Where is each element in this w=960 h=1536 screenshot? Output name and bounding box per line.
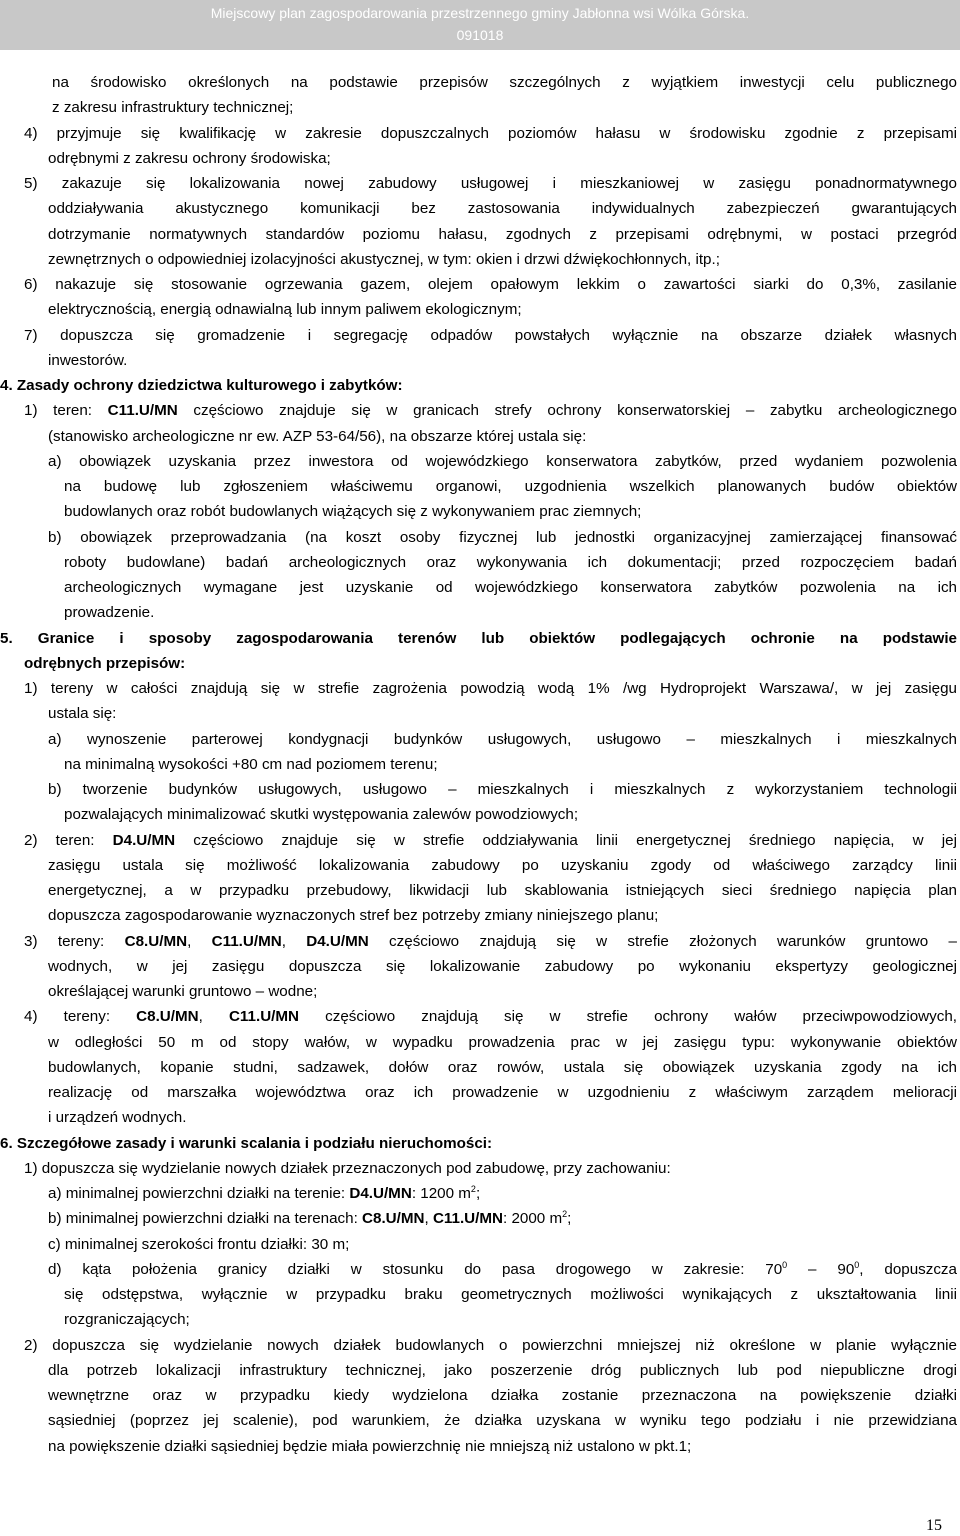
text-line: [24, 828, 957, 853]
text-line: 6) nakazuje się stosowanie ogrzewania gazem, olejem opałowym lekkim o zawartości siarki do 0,3%, zasilanie: [24, 276, 957, 293]
text-line: dla potrzeb lokalizacji infrastruktury technicznej, jako poszerzenie dróg publicznych lub pod niepubliczne drogi: [48, 1361, 957, 1379]
text-line: inwestorów.: [48, 351, 128, 369]
text-span: d) kąta położenia granicy działki w stosunku do pasa drogowego w zakresie: 70: [48, 1260, 783, 1278]
text-line: i urządzeń wodnych.: [48, 1109, 187, 1127]
section-heading-line: 6. Szczegółowe zasady i warunki scalania i podziału nieruchomości:: [0, 1134, 493, 1152]
zone-code: D4.U/MN: [349, 1185, 412, 1202]
text-line: [48, 1206, 957, 1231]
text-line: c) minimalnej szerokości frontu działki: 30 m;: [48, 1235, 350, 1253]
text-span: a) minimalnej powierzchni działki na terenie:: [48, 1185, 350, 1202]
text-line: na budowę lub zgłoszeniem właściwemu organowi, uzgodnienia wszelkich planowanych budów obiektów: [64, 478, 957, 495]
text-span: – 90: [787, 1260, 855, 1278]
text-line: określającej warunki gruntowo – wodne;: [48, 983, 318, 1000]
text-line: zasięgu ustala się możliwość lokalizowania zabudowy po uzyskaniu zgody od właściwego zarządcy linii: [48, 856, 957, 874]
text-line: w odległości 50 m od stopy wałów, w wypadku prowadzenia prac w jej zasięgu typu: wykonywanie obiektów: [48, 1033, 957, 1051]
superscript: 0: [782, 1259, 788, 1270]
section-heading-line: 4. Zasady ochrony dziedzictwa kulturowego i zabytków:: [0, 377, 403, 394]
text-line: [48, 1181, 957, 1206]
zone-code: C8.U/MN: [124, 932, 188, 950]
text-line: energetycznej, a w przypadku przebudowy, likwidacji lub skablowania istniejących sieci średniego napięcia plan: [48, 882, 957, 899]
text-line: archeologicznych wymagane jest uzyskanie od wojewódzkiego konserwatora zabytków pozwolenia na ich: [64, 579, 957, 596]
text-span: 4) tereny:: [24, 1008, 137, 1026]
text-span: ,: [187, 932, 212, 950]
zone-code: C11.U/MN: [228, 1008, 300, 1026]
text-line: pozwalających minimalizować skutki występowania zalewów powodziowych;: [64, 806, 579, 824]
text-line: a) wynoszenie parterowej kondygnacji budynków usługowych, usługowo – mieszkalnych i mieszkalnych: [48, 730, 957, 748]
text-line: 4) przyjmuje się kwalifikację w zakresie dopuszczalnych poziomów hałasu w środowisku zgodnie z przepisami: [24, 124, 957, 142]
text-span: ,: [424, 1210, 433, 1228]
text-line: realizację od marszałka województwa oraz ich prowadzenie w uzgodnieniu z właściwym zarządem melioracji: [48, 1084, 957, 1101]
text-line: wodnych, w jej zasięgu dopuszcza się lokalizowanie zabudowy po wykonaniu ekspertyzy geologicznej: [48, 957, 957, 975]
text-line: się odstępstwa, wyłącznie w przypadku braku geometrycznych możliwości wynikających z ukształtowania linii: [64, 1286, 957, 1303]
text-span: częściowo znajdują się w strefie złożonych warunków gruntowo –: [368, 932, 957, 950]
text-line: prowadzenie.: [64, 604, 155, 622]
page-number: 15: [926, 1517, 942, 1534]
text-line: budowlanych, kopanie studni, sadzawek, dołów oraz rowów, ustala się obowiązek uzyskania zgody na ich: [48, 1058, 957, 1076]
superscript: 0: [854, 1259, 860, 1270]
text-line: z zakresu infrastruktury technicznej;: [52, 99, 294, 117]
zone-code: C11.U/MN: [432, 1210, 503, 1228]
zone-code: C11.U/MN: [211, 932, 282, 950]
text-line: b) tworzenie budynków usługowych, usługowo – mieszkalnych i mieszkalnych z wykorzystaniem technologii: [48, 781, 957, 798]
text-span: 2) teren:: [24, 831, 113, 849]
text-line: rozgraniczających;: [64, 1311, 190, 1329]
text-line: [48, 1257, 957, 1282]
section-heading-line: 5. Granice i sposoby zagospodarowania terenów lub obiektów podlegających ochronie na podstawie: [0, 629, 957, 647]
section-heading-line: odrębnych przepisów:: [24, 654, 186, 672]
superscript: 2: [470, 1184, 476, 1194]
text-line: 7) dopuszcza się gromadzenie i segregację odpadów powstałych wyłącznie na obszarze działek własnych: [24, 326, 957, 344]
text-span: 3) tereny:: [24, 932, 125, 950]
text-line: sąsiedniej (poprzez jej scalenie), pod warunkiem, że działka uzyskana w wyniku tego podziału i nie przewidziana: [48, 1412, 957, 1430]
text-span: 1) teren:: [24, 402, 108, 420]
text-line: na środowisko określonych na podstawie przepisów szczególnych z wyjątkiem inwestycji celu publicznego: [52, 74, 957, 91]
text-line: b) obowiązek przeprowadzania (na koszt osoby fizycznej lub jednostki organizacyjnej zamierzającej finansować: [48, 528, 957, 546]
document-body: [0, 70, 960, 1459]
zone-code: C8.U/MN: [362, 1210, 425, 1228]
text-line: 5) zakazuje się lokalizowania nowej zabudowy usługowej i mieszkaniowej w zasięgu ponadnormatywnego: [24, 175, 957, 192]
text-line: a) obowiązek uzyskania przez inwestora od wojewódzkiego konserwatora zabytków, przed wydaniem pozwolenia: [48, 452, 957, 470]
text-line: zewnętrznych o odpowiedniej izolacyjności akustycznej, w tym: okien i drzwi dźwiękochłonnych, itp.;: [48, 250, 720, 268]
text-span: ,: [281, 932, 307, 950]
zone-code: D4.U/MN: [112, 831, 176, 849]
zone-code: D4.U/MN: [306, 932, 369, 950]
text-line: na minimalną wysokości +80 cm nad poziomem terenu;: [64, 755, 438, 773]
text-span: ;: [567, 1210, 572, 1228]
text-span: częściowo znajdują się w strefie ochrony wałów przeciwpowodziowych,: [299, 1008, 958, 1026]
text-line: (stanowisko archeologiczne nr ew. AZP 53-64/56), na obszarze której ustala się:: [48, 427, 587, 445]
text-line: elektrycznością, energią odnawialną lub innym paliwem ekologicznym;: [48, 301, 522, 319]
text-line: budowlanych oraz robót budowlanych wiążących się z wykonywaniem prac ziemnych;: [64, 503, 642, 521]
text-line: [24, 929, 957, 954]
document-header: [0, 0, 960, 50]
text-span: b) minimalnej powierzchni działki na terenach:: [48, 1210, 363, 1228]
text-line: oddziaływania akustycznego komunikacji bez zastosowania indywidualnych zabezpieczeń gwarantujących: [48, 200, 957, 218]
text-span: częściowo znajduje się w strefie oddziaływania linii energetycznej średniego napięcia, w jej: [175, 831, 958, 849]
text-line: na powiększenie działki sąsiedniej będzie miała powierzchnię nie mniejszą niż ustalono w pkt.1;: [48, 1437, 692, 1455]
superscript: 2: [562, 1209, 568, 1220]
text-line: ustala się:: [48, 705, 117, 723]
text-span: : 2000 m: [503, 1210, 563, 1228]
text-line: [24, 1004, 957, 1029]
header-title: Miejscowy plan zagospodarowania przestrzennego gminy Jabłonna wsi Wólka Górska.: [210, 5, 750, 21]
text-line: 1) dopuszcza się wydzielanie nowych działek przeznaczonych pod zabudowę, przy zachowaniu:: [24, 1159, 671, 1177]
text-line: 2) dopuszcza się wydzielanie nowych działek budowlanych o powierzchni mniejszej niż określone w planie wyłącznie: [24, 1336, 957, 1354]
text-line: odrębnymi z zakresu ochrony środowiska;: [48, 149, 331, 167]
text-line: 1) tereny w całości znajdują się w strefie zagrożenia powodzią wodą 1% /wg Hydroprojekt Warszawa/, w jej zasięgu: [24, 680, 957, 697]
zone-code: C8.U/MN: [136, 1008, 199, 1026]
text-span: , dopuszcza: [859, 1260, 957, 1278]
text-span: : 1200 m: [411, 1185, 471, 1202]
text-line: roboty budowlane) badań archeologicznych oraz wykonywania ich dokumentacji; przed rozpoczęciem badań: [64, 553, 957, 571]
text-span: częściowo znajduje się w granicach strefy ochrony konserwatorskiej – zabytku archeologicznego: [177, 402, 958, 420]
text-span: ,: [198, 1008, 229, 1026]
text-span: ;: [475, 1185, 481, 1202]
zone-code: C11.U/MN: [107, 402, 178, 420]
text-line: dopuszcza zagospodarowanie wyznaczonych stref bez potrzeby zmiany niniejszego planu;: [48, 907, 659, 925]
header-code: 091018: [456, 27, 504, 43]
text-line: wewnętrzne oraz w przypadku kiedy wydzielona działka zostanie przeznaczona na powiększenie działki: [48, 1387, 957, 1404]
text-line: dotrzymanie normatywnych standardów poziomu hałasu, zgodnych z przepisami odrębnymi, w postaci przegród: [48, 225, 957, 243]
text-line: [24, 398, 957, 423]
